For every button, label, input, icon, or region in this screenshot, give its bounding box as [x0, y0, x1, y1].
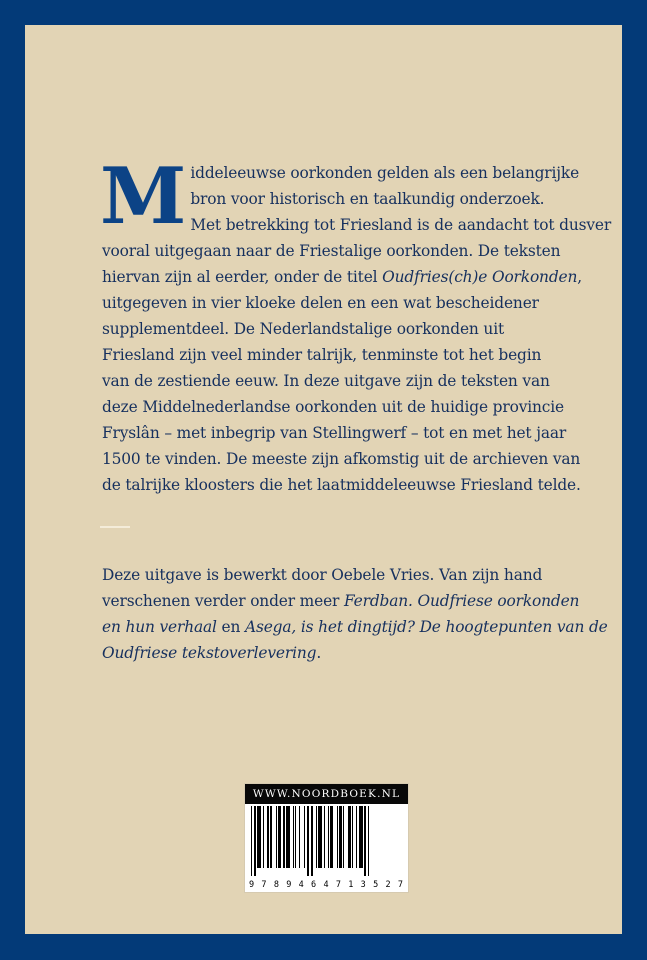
italic-title-text: Oudfries(ch)e Oorkonden	[382, 268, 578, 286]
blurb-line	[102, 316, 572, 342]
isbn-digit: 9	[249, 880, 255, 890]
barcode-bar	[324, 806, 325, 868]
body-text: de talrijke kloosters die het laatmiddeleeuwse Friesland telde.	[102, 476, 581, 494]
body-text: Deze uitgave is bewerkt door Oebele Vries. Van zijn hand	[102, 566, 543, 584]
drop-cap: M	[100, 151, 185, 242]
isbn-digit: 1	[348, 880, 354, 890]
publisher-website: WWW.NOORDBOEK.NL	[245, 784, 408, 804]
isbn-digit: 9	[286, 880, 292, 890]
author-note-lines	[102, 562, 608, 666]
body-text: verschenen verder onder meer	[102, 592, 344, 610]
italic-title-text: en hun verhaal	[102, 618, 217, 636]
blurb-line	[102, 290, 572, 316]
isbn-digit: 8	[273, 880, 279, 890]
barcode-bar	[299, 806, 300, 868]
body-text: Met betrekking tot Friesland is de aandacht tot dusver	[190, 216, 612, 234]
barcode-bar	[283, 806, 284, 868]
barcode-bar	[286, 806, 290, 868]
body-text: supplementdeel. De Nederlandstalige oorkonden uit	[102, 320, 504, 338]
barcode-bar	[328, 806, 329, 868]
isbn-digit: 3	[360, 880, 366, 890]
isbn-number	[247, 880, 405, 890]
barcode-bar	[356, 806, 357, 868]
isbn-digit: 5	[373, 880, 379, 890]
barcode-bar	[293, 806, 294, 868]
blurb-paragraph	[100, 151, 612, 498]
barcode-bar	[364, 806, 367, 876]
italic-title-text: Oudfriese tekstoverlevering	[102, 644, 317, 662]
barcode-bar	[352, 806, 353, 868]
barcode-bar	[304, 806, 305, 868]
author-note-line	[102, 562, 572, 588]
blurb-line	[102, 446, 581, 472]
blurb-line	[102, 420, 572, 446]
body-text: vooral uitgegaan naar de Friestalige oorkonden. De teksten	[102, 242, 561, 260]
barcode-bar	[257, 806, 261, 868]
blurb-line	[102, 238, 572, 264]
isbn-barcode	[244, 783, 409, 893]
barcode-bar	[251, 806, 252, 876]
italic-title-text: Ferdban. Oudfriese oorkonden	[344, 592, 580, 610]
body-text: uitgegeven in vier kloeke delen en een wat bescheidener	[102, 294, 539, 312]
isbn-digit: 4	[298, 880, 304, 890]
barcode-bar	[359, 806, 363, 868]
body-text: hiervan zijn al eerder, onder de titel	[102, 268, 383, 286]
body-text: en	[216, 618, 246, 636]
barcode-bar	[368, 806, 369, 876]
barcode-bar	[254, 806, 257, 876]
italic-title-text: Asega, is het dingtijd? De hoogtepunten van de	[245, 618, 608, 636]
body-text: van de zestiende eeuw. In deze uitgave zijn de teksten van	[102, 372, 550, 390]
isbn-digit: 7	[261, 880, 267, 890]
author-note-line	[102, 640, 572, 666]
blurb-line	[102, 472, 581, 498]
blurb-line	[102, 342, 572, 368]
author-note-paragraph	[102, 562, 608, 666]
barcode-bar	[337, 806, 338, 868]
blurb-line	[102, 394, 572, 420]
barcode-bar	[343, 806, 344, 868]
barcode-bar	[311, 806, 314, 876]
barcode-bar	[278, 806, 281, 868]
barcode-bar	[295, 806, 296, 868]
section-divider	[100, 526, 130, 528]
barcode-bar	[270, 806, 271, 868]
author-note-line	[102, 588, 580, 614]
body-text: ,	[577, 268, 582, 286]
body-text: iddeleeuwse oorkonden gelden als een belangrijke	[190, 164, 580, 182]
isbn-digit: 2	[385, 880, 391, 890]
blurb-line	[102, 368, 572, 394]
barcode-bar	[339, 806, 342, 868]
body-text: Friesland zijn veel minder talrijk, tenminste tot het begin	[102, 346, 542, 364]
barcode-bar	[330, 806, 333, 868]
barcode-bar	[276, 806, 277, 868]
isbn-digit: 4	[323, 880, 329, 890]
barcode-bar	[348, 806, 351, 868]
barcode-bar	[316, 806, 317, 868]
body-text: Fryslân – met inbegrip van Stellingwerf – tot en met het jaar	[102, 424, 567, 442]
author-note-line	[102, 614, 608, 640]
barcode-bars	[251, 806, 403, 876]
body-text: .	[316, 644, 322, 662]
body-text: bron voor historisch en taalkundig onderzoek.	[190, 190, 545, 208]
body-text: deze Middelnederlandse oorkonden uit de huidige provincie	[102, 398, 564, 416]
body-text: 1500 te vinden. De meeste zijn afkomstig uit de archieven van	[102, 450, 581, 468]
barcode-bar	[318, 806, 322, 868]
barcode-bar	[267, 806, 270, 868]
blurb-line	[102, 264, 582, 290]
isbn-digit: 6	[311, 880, 317, 890]
barcode-bar	[263, 806, 264, 868]
barcode-bar	[307, 806, 310, 876]
isbn-digit: 7	[335, 880, 341, 890]
isbn-digit: 7	[397, 880, 403, 890]
